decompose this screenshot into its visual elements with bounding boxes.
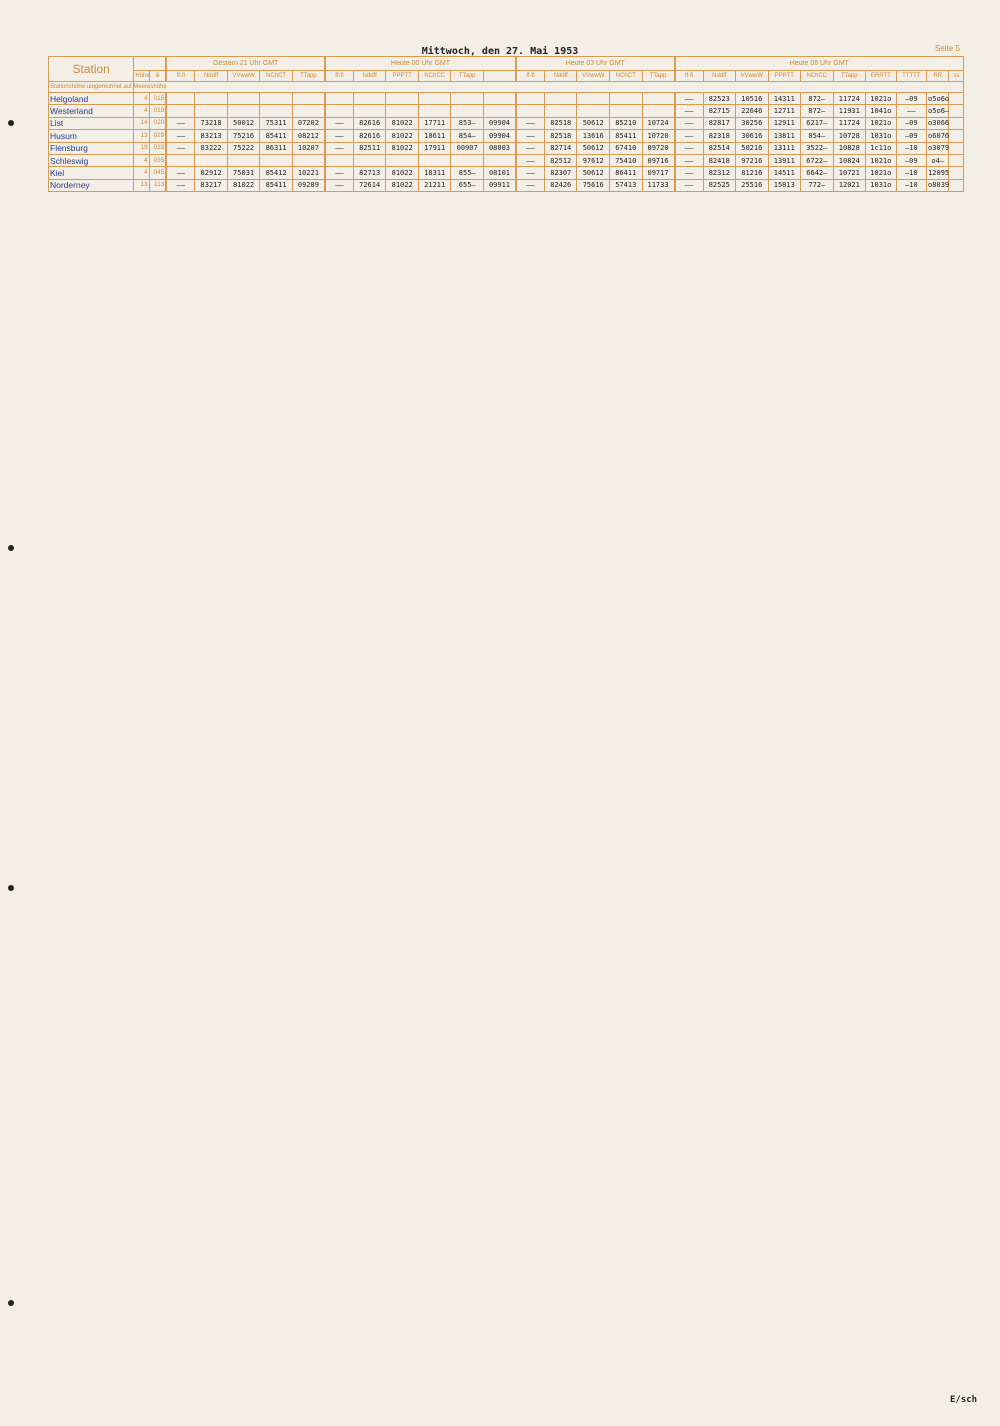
obs-cell: —— [675, 154, 703, 166]
obs-cell: 50612 [577, 117, 610, 129]
obs-cell: 82518 [544, 117, 577, 129]
station-name: Flensburg [49, 142, 134, 154]
obs-cell: 09904 [483, 117, 516, 129]
obs-cell: 09716 [642, 154, 675, 166]
station-name: List [49, 117, 134, 129]
obs-cell [386, 154, 419, 166]
obs-cell [949, 142, 964, 154]
obs-cell: 85411 [260, 130, 293, 142]
obs-cell: 1021o [866, 117, 896, 129]
obs-cell: 81022 [386, 142, 419, 154]
station-height: 19 [134, 142, 149, 154]
col-h00-2: PPPTT [386, 71, 419, 82]
col-h03-2: VVwwW [577, 71, 610, 82]
obs-cell: 6217— [801, 117, 834, 129]
obs-cell: 10828 [833, 142, 866, 154]
obs-cell: 15813 [768, 179, 801, 191]
station-header: Station [49, 57, 134, 82]
punch-hole [8, 1300, 14, 1306]
obs-cell: 67410 [610, 142, 643, 154]
obs-cell: 09904 [483, 130, 516, 142]
obs-cell: 12095 [927, 167, 949, 179]
obs-cell: 00907 [451, 142, 484, 154]
obs-cell: 85412 [260, 167, 293, 179]
obs-cell: 17911 [418, 142, 451, 154]
group-heute-00: Heute 00 Uhr GMT [325, 57, 516, 71]
obs-cell: 1021o [866, 167, 896, 179]
obs-cell [642, 93, 675, 105]
table-row [49, 130, 964, 142]
page-number: Seite 5 [935, 44, 960, 53]
obs-cell: 10221 [292, 167, 325, 179]
obs-cell: 872— [801, 105, 834, 117]
obs-cell: 1c11o [866, 142, 896, 154]
obs-cell [949, 179, 964, 191]
obs-cell: 08003 [483, 142, 516, 154]
station-height: 4 [134, 93, 149, 105]
obs-cell: o3079 [927, 142, 949, 154]
obs-cell [516, 93, 544, 105]
obs-cell [260, 105, 293, 117]
station-name: Helgoland [49, 93, 134, 105]
obs-cell: —— [516, 142, 544, 154]
obs-cell: —— [325, 142, 353, 154]
obs-cell: 82514 [703, 142, 736, 154]
station-index: 020 [149, 117, 166, 129]
obs-cell: —— [675, 93, 703, 105]
obs-cell: 772— [801, 179, 834, 191]
obs-cell [949, 117, 964, 129]
obs-cell: 82518 [544, 130, 577, 142]
obs-cell [166, 93, 194, 105]
obs-cell: 09717 [642, 167, 675, 179]
obs-cell: —— [325, 130, 353, 142]
obs-cell: 82713 [353, 167, 386, 179]
obs-cell [577, 93, 610, 105]
col-iii: iii [149, 71, 166, 82]
obs-cell [292, 93, 325, 105]
obs-cell: 07202 [292, 117, 325, 129]
obs-cell: 10724 [642, 117, 675, 129]
obs-cell: 57413 [610, 179, 643, 191]
station-height: 13 [134, 179, 149, 191]
obs-cell: 14311 [768, 93, 801, 105]
table-row [49, 117, 964, 129]
obs-cell: 82312 [703, 167, 736, 179]
obs-cell [577, 105, 610, 117]
obs-cell: 50612 [577, 167, 610, 179]
obs-cell: 83217 [195, 179, 228, 191]
obs-cell [353, 154, 386, 166]
col-h00-3: NChCC [418, 71, 451, 82]
obs-cell [610, 105, 643, 117]
obs-cell: 82817 [703, 117, 736, 129]
obs-cell: 81022 [386, 179, 419, 191]
obs-cell: 1021o [866, 93, 896, 105]
obs-cell: —— [325, 167, 353, 179]
obs-cell: 3522— [801, 142, 834, 154]
obs-cell [451, 105, 484, 117]
obs-cell [949, 93, 964, 105]
obs-cell [949, 105, 964, 117]
obs-cell [325, 105, 353, 117]
col-hoehe: Höhe [134, 71, 149, 82]
obs-cell: 73218 [195, 117, 228, 129]
col-h03-3: NChCT [610, 71, 643, 82]
obs-cell: 13811 [768, 130, 801, 142]
obs-cell: 18611 [418, 130, 451, 142]
obs-cell: 09911 [483, 179, 516, 191]
obs-cell: —— [516, 117, 544, 129]
weather-table [48, 56, 964, 192]
obs-cell: 12021 [833, 179, 866, 191]
station-name: Schleswig [49, 154, 134, 166]
obs-cell: 82525 [703, 179, 736, 191]
obs-cell [483, 105, 516, 117]
obs-cell: 10516 [736, 93, 769, 105]
obs-cell: —— [675, 117, 703, 129]
obs-cell [353, 105, 386, 117]
table-row [49, 167, 964, 179]
col-h06-9: ss [949, 71, 964, 82]
station-height: 14 [134, 117, 149, 129]
station-height: 4 [134, 105, 149, 117]
obs-cell: 75410 [610, 154, 643, 166]
col-h00-4: TTapp [451, 71, 484, 82]
col-h00-1: Nddff [353, 71, 386, 82]
obs-cell: 854— [451, 130, 484, 142]
obs-cell: 08212 [292, 130, 325, 142]
obs-cell [260, 93, 293, 105]
obs-cell: 83222 [195, 142, 228, 154]
col-h06-0: ff-fl [675, 71, 703, 82]
page-date: Mittwoch, den 27. Mai 1953 [421, 46, 579, 57]
obs-cell: 22646 [736, 105, 769, 117]
station-index: 029 [149, 130, 166, 142]
obs-cell: —09 [896, 130, 926, 142]
obs-cell: 81216 [736, 167, 769, 179]
signature-mark: E/sch [950, 1395, 978, 1405]
station-name: Norderney [49, 179, 134, 191]
table-row [49, 154, 964, 166]
obs-cell: 10720 [642, 130, 675, 142]
station-name: Kiel [49, 167, 134, 179]
obs-cell [949, 167, 964, 179]
obs-cell: 75031 [227, 167, 260, 179]
obs-cell: 08101 [483, 167, 516, 179]
obs-cell: —09 [896, 93, 926, 105]
obs-cell: —— [166, 142, 194, 154]
obs-cell: 6642— [801, 167, 834, 179]
obs-cell [227, 93, 260, 105]
obs-cell: 09720 [642, 142, 675, 154]
station-index: 045 [149, 167, 166, 179]
obs-cell: 11733 [642, 179, 675, 191]
obs-cell: 10721 [833, 167, 866, 179]
col-h00-0: ff-fl [325, 71, 353, 82]
obs-cell: 85210 [610, 117, 643, 129]
obs-cell: —— [896, 105, 926, 117]
obs-cell: 10207 [292, 142, 325, 154]
col-h06-1: Nddff [703, 71, 736, 82]
col-h06-2: VVwwW [736, 71, 769, 82]
obs-cell: 81022 [386, 167, 419, 179]
obs-cell: 50012 [227, 117, 260, 129]
obs-cell: —10 [896, 142, 926, 154]
obs-cell: 75216 [227, 130, 260, 142]
col-h06-3: PPPTT [768, 71, 801, 82]
obs-cell: 30616 [736, 130, 769, 142]
station-height: 4 [134, 167, 149, 179]
obs-cell: —09 [896, 117, 926, 129]
obs-cell: —— [325, 179, 353, 191]
table-row [49, 93, 964, 105]
obs-cell: —— [166, 167, 194, 179]
obs-cell [195, 93, 228, 105]
obs-cell [949, 130, 964, 142]
obs-cell: —— [166, 179, 194, 191]
station-height: 13 [134, 130, 149, 142]
obs-cell: 14511 [768, 167, 801, 179]
obs-cell: 6722— [801, 154, 834, 166]
obs-cell: —— [675, 142, 703, 154]
obs-cell: 25516 [736, 179, 769, 191]
station-index: 015 [149, 93, 166, 105]
obs-cell [418, 105, 451, 117]
obs-cell: 82616 [353, 130, 386, 142]
obs-cell [544, 93, 577, 105]
col-g21-4: TTapp [292, 71, 325, 82]
obs-cell: 75616 [577, 179, 610, 191]
station-name: Husum [49, 130, 134, 142]
obs-cell: —— [675, 105, 703, 117]
obs-cell [949, 154, 964, 166]
obs-cell: 82715 [703, 105, 736, 117]
obs-cell: 13911 [768, 154, 801, 166]
obs-cell: 09209 [292, 179, 325, 191]
obs-cell: —— [516, 179, 544, 191]
obs-cell [325, 154, 353, 166]
obs-cell: 855— [451, 167, 484, 179]
obs-cell: o5o6— [927, 105, 949, 117]
obs-cell: —10 [896, 167, 926, 179]
obs-cell: 1021o [866, 154, 896, 166]
obs-cell: —— [325, 117, 353, 129]
obs-cell: 10728 [833, 130, 866, 142]
obs-cell: 854— [801, 130, 834, 142]
obs-cell: 11724 [833, 93, 866, 105]
obs-cell [195, 154, 228, 166]
station-index: 033 [149, 142, 166, 154]
table-row [49, 105, 964, 117]
obs-cell: 85411 [610, 130, 643, 142]
obs-cell: 72614 [353, 179, 386, 191]
obs-cell: o6076 [927, 130, 949, 142]
obs-cell: 82616 [353, 117, 386, 129]
col-h03-4: TTapp [642, 71, 675, 82]
station-index: 035 [149, 154, 166, 166]
obs-cell: 21211 [418, 179, 451, 191]
group-heute-06: Heute 06 Uhr GMT [675, 57, 964, 71]
col-h06-6: ERRTT [866, 71, 896, 82]
obs-cell: 12911 [768, 117, 801, 129]
obs-cell: 82307 [544, 167, 577, 179]
group-gestern-21: Gestern 21 Uhr GMT [166, 57, 325, 71]
obs-cell [166, 154, 194, 166]
obs-cell: 81022 [386, 130, 419, 142]
col-h03-1: Nddff [544, 71, 577, 82]
group-heute-03: Heute 03 Uhr GMT [516, 57, 675, 71]
obs-cell: 13111 [768, 142, 801, 154]
obs-cell: 82426 [544, 179, 577, 191]
table-row [49, 142, 964, 154]
obs-cell: 82912 [195, 167, 228, 179]
obs-cell: 50216 [736, 142, 769, 154]
obs-cell: 50612 [577, 142, 610, 154]
obs-cell: —10 [896, 179, 926, 191]
obs-cell: 83213 [195, 130, 228, 142]
station-index: 113 [149, 179, 166, 191]
station-legend: Stationshöhe umgerechnet auf Meereshöhe [49, 82, 134, 93]
obs-cell: —— [166, 117, 194, 129]
obs-cell [353, 93, 386, 105]
obs-cell: 18311 [418, 167, 451, 179]
obs-cell: —— [675, 179, 703, 191]
obs-cell: 12711 [768, 105, 801, 117]
obs-cell: 82714 [544, 142, 577, 154]
obs-cell: o4— [927, 154, 949, 166]
obs-cell: 10824 [833, 154, 866, 166]
obs-cell: 872— [801, 93, 834, 105]
obs-cell: 97216 [736, 154, 769, 166]
punch-hole [8, 885, 14, 891]
obs-cell [166, 105, 194, 117]
obs-cell: 82418 [703, 154, 736, 166]
obs-cell: 13616 [577, 130, 610, 142]
obs-cell: 82523 [703, 93, 736, 105]
obs-cell [386, 105, 419, 117]
obs-cell [642, 105, 675, 117]
obs-cell: 82318 [703, 130, 736, 142]
obs-cell [610, 93, 643, 105]
obs-cell: 81022 [386, 117, 419, 129]
obs-cell [260, 154, 293, 166]
punch-hole [8, 120, 14, 126]
obs-cell [386, 93, 419, 105]
obs-cell: 82512 [544, 154, 577, 166]
obs-cell [483, 154, 516, 166]
obs-cell [195, 105, 228, 117]
col-h06-4: NChCC [801, 71, 834, 82]
col-g21-2: VVwwW [227, 71, 260, 82]
obs-cell [227, 154, 260, 166]
obs-cell: o3066 [927, 117, 949, 129]
col-h06-8: RR [927, 71, 949, 82]
obs-cell [451, 93, 484, 105]
station-height: 4 [134, 154, 149, 166]
punch-hole [8, 545, 14, 551]
station-name: Westerland [49, 105, 134, 117]
obs-cell: 655— [451, 179, 484, 191]
obs-cell: 75311 [260, 117, 293, 129]
obs-cell: 11931 [833, 105, 866, 117]
col-g21-1: Nddff [195, 71, 228, 82]
obs-cell: 86311 [260, 142, 293, 154]
obs-cell [483, 93, 516, 105]
obs-cell: —— [516, 130, 544, 142]
obs-cell [516, 105, 544, 117]
obs-cell: 81022 [227, 179, 260, 191]
obs-cell: —— [516, 167, 544, 179]
obs-cell: —— [675, 167, 703, 179]
col-g21-0: ff-fl [166, 71, 194, 82]
col-g21-3: NChCT [260, 71, 293, 82]
obs-cell: 75222 [227, 142, 260, 154]
obs-cell: —— [516, 154, 544, 166]
station-index: 019 [149, 105, 166, 117]
obs-cell [418, 154, 451, 166]
obs-cell: 30256 [736, 117, 769, 129]
col-h06-5: TTapp [833, 71, 866, 82]
obs-cell [292, 105, 325, 117]
obs-cell: 86411 [610, 167, 643, 179]
obs-cell: 1031o [866, 130, 896, 142]
obs-cell: o8039 [927, 179, 949, 191]
obs-cell: 1041o [866, 105, 896, 117]
table-row [49, 179, 964, 191]
obs-cell: 97612 [577, 154, 610, 166]
obs-cell: —— [675, 130, 703, 142]
obs-cell: 17711 [418, 117, 451, 129]
obs-cell [451, 154, 484, 166]
col-h06-7: TTTTT [896, 71, 926, 82]
obs-cell [544, 105, 577, 117]
obs-cell: 1031o [866, 179, 896, 191]
obs-cell: o5o6o [927, 93, 949, 105]
obs-cell [292, 154, 325, 166]
obs-cell: —— [166, 130, 194, 142]
obs-cell: 11724 [833, 117, 866, 129]
obs-cell [325, 93, 353, 105]
obs-cell: 853— [451, 117, 484, 129]
col-h03-0: ff-fl [516, 71, 544, 82]
obs-cell [418, 93, 451, 105]
obs-cell [227, 105, 260, 117]
obs-cell: 82511 [353, 142, 386, 154]
obs-cell: 85411 [260, 179, 293, 191]
obs-cell: —09 [896, 154, 926, 166]
